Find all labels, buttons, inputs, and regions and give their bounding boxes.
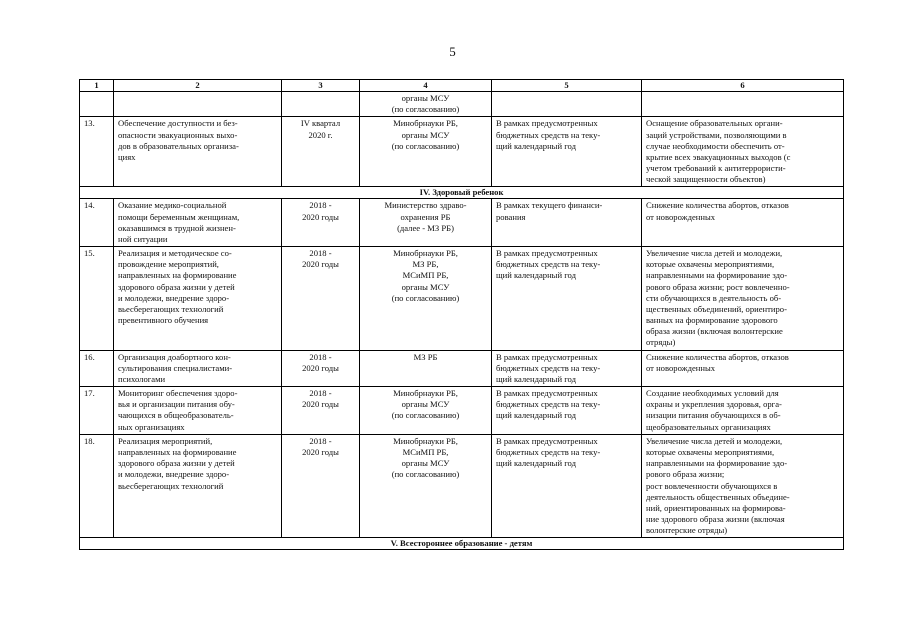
cell-line: (по согласованию)	[391, 104, 460, 115]
cell-executors	[360, 247, 492, 351]
cell-line: рового образа жизни;	[646, 469, 725, 480]
cell-line: опасности эвакуационных выхо-	[118, 129, 238, 140]
cell-result	[642, 387, 844, 435]
cell-funding	[492, 434, 642, 538]
cell-empty	[80, 92, 114, 117]
cell-line: В рамках предусмотренных	[496, 435, 598, 446]
cell-measure	[114, 434, 282, 538]
section-heading: V. Всестороннее образование - детям	[80, 538, 844, 550]
cell-line: 2020 годы	[302, 399, 339, 410]
cell-line: Создание необходимых условий для	[646, 388, 779, 399]
cell-number: 14.	[80, 199, 114, 247]
cell-line: В рамках предусмотренных	[496, 248, 598, 259]
cell-line: 2018 -	[309, 351, 332, 362]
cell-line: рового образа жизни; рост вовлеченно-	[646, 281, 790, 292]
cell-line: щий календарный год	[496, 458, 576, 469]
cell-term	[282, 117, 360, 187]
cell-empty	[492, 92, 642, 117]
cell-line: и молодежи, внедрение здоро-	[118, 469, 230, 480]
cell-line: ний, ориентированных на формирова-	[646, 502, 786, 513]
cell-line: крытие всех эвакуационных выходов (с	[646, 151, 791, 162]
cell-line: сти обучающихся в деятельность об-	[646, 292, 782, 303]
cell-line: Оказание медико-социальной	[118, 200, 227, 211]
cell-line: щеобразовательных организациях	[646, 421, 771, 432]
cell-line: здорового образа жизни у детей	[118, 281, 235, 292]
cell-measure	[114, 247, 282, 351]
cell-line: 2018 -	[309, 388, 332, 399]
cell-result	[642, 247, 844, 351]
cell-line: органы МСУ	[401, 399, 450, 410]
measures-table	[79, 79, 844, 550]
cell-line: образа жизни (включая волонтерские	[646, 326, 783, 337]
cell-funding	[492, 350, 642, 387]
cell-line: Снижение количества абортов, отказов	[646, 200, 789, 211]
cell-line: Мониторинг обеспечения здоро-	[118, 388, 238, 399]
cell-line: бюджетных средств на теку-	[496, 399, 601, 410]
cell-line: МЗ РБ,	[412, 259, 439, 270]
cell-line: волонтерские отряды)	[646, 525, 728, 536]
cell-result	[642, 434, 844, 538]
cell-measure	[114, 387, 282, 435]
table-row	[80, 247, 844, 351]
cell-line: Оснащение образовательных органи-	[646, 118, 783, 129]
cell-line: отряды)	[646, 337, 676, 348]
cell-line: МЗ РБ	[413, 351, 438, 362]
cell-result	[642, 350, 844, 387]
cell-line: которые охвачены мероприятиями,	[646, 259, 775, 270]
cell-line: психологами	[118, 373, 166, 384]
cell-executors	[360, 350, 492, 387]
continuation-row	[80, 92, 844, 117]
header-col-2: 2	[114, 80, 282, 92]
cell-line: охраны и укрепления здоровья, орга-	[646, 399, 782, 410]
cell-line: случае необходимости обеспечить от-	[646, 140, 785, 151]
cell-line: Организация доабортного кон-	[118, 351, 231, 362]
cell-line: чающихся в общеобразователь-	[118, 410, 234, 421]
cell-line: Увеличение числа детей и молодежи,	[646, 248, 783, 259]
cell-line: Увеличение числа детей и молодежи,	[646, 435, 783, 446]
cell-measure	[114, 199, 282, 247]
cell-line: 2018 -	[309, 435, 332, 446]
cell-line: бюджетных средств на теку-	[496, 129, 601, 140]
cell-line: Минобрнауки РБ,	[393, 388, 458, 399]
cell-term	[282, 350, 360, 387]
cell-line: направленными на формирование здо-	[646, 270, 788, 281]
cell-number: 17.	[80, 387, 114, 435]
cell-line: деятельность общественных объедине-	[646, 491, 790, 502]
cell-line: (по согласованию)	[391, 469, 460, 480]
cell-line: вьесберегающих технологий	[118, 480, 224, 491]
cell-term	[282, 199, 360, 247]
header-col-5: 5	[492, 80, 642, 92]
cell-line: низации питания обучающихся в об-	[646, 410, 781, 421]
section-heading-row	[80, 187, 844, 199]
cell-line: ной ситуации	[118, 233, 168, 244]
cell-line: сультирования специалистами-	[118, 362, 233, 373]
cell-line: 2020 г.	[308, 129, 333, 140]
cell-line: Реализация мероприятий,	[118, 435, 213, 446]
cell-line: Минобрнауки РБ,	[393, 248, 458, 259]
cell-line: Минобрнауки РБ,	[393, 118, 458, 129]
cell-line: В рамках предусмотренных	[496, 118, 598, 129]
table-row	[80, 434, 844, 538]
cell-line: вьесберегающих технологий	[118, 303, 224, 314]
header-col-6: 6	[642, 80, 844, 92]
header-col-1: 1	[80, 80, 114, 92]
cell-line: рост вовлеченности обучающихся в	[646, 480, 778, 491]
cell-line: направленных на формирование	[118, 446, 237, 457]
cell-executors	[360, 434, 492, 538]
table-row	[80, 117, 844, 187]
cell-line: Реализация и методическое со-	[118, 248, 232, 259]
cell-line: направленных на формирование	[118, 270, 237, 281]
cell-line: здорового образа жизни у детей	[118, 458, 235, 469]
cell-line: (по согласованию)	[391, 410, 460, 421]
cell-line: Министерство здраво-	[384, 200, 467, 211]
cell-line: 2018 -	[309, 200, 332, 211]
table-row	[80, 350, 844, 387]
cell-line: 2020 годы	[302, 211, 339, 222]
cell-number: 16.	[80, 350, 114, 387]
cell-line: оказавшимся в трудной жизнен-	[118, 222, 236, 233]
cell-result	[642, 199, 844, 247]
cell-number: 15.	[80, 247, 114, 351]
cell-measure	[114, 350, 282, 387]
header-row	[80, 80, 844, 92]
section-heading: IV. Здоровый ребенок	[80, 187, 844, 199]
header-col-4: 4	[360, 80, 492, 92]
header-col-3: 3	[282, 80, 360, 92]
cell-term	[282, 387, 360, 435]
cell-line: щий календарный год	[496, 410, 576, 421]
cell-executors	[360, 117, 492, 187]
cell-line: 2018 -	[309, 248, 332, 259]
cell-line: помощи беременным женщинам,	[118, 211, 240, 222]
cell-line: бюджетных средств на теку-	[496, 362, 601, 373]
cell-line: В рамках предусмотренных	[496, 388, 598, 399]
cell-measure	[114, 117, 282, 187]
cell-line: ние здорового образа жизни (включая	[646, 514, 785, 525]
cell-line: которые охвачены мероприятиями,	[646, 446, 775, 457]
cell-line: бюджетных средств на теку-	[496, 259, 601, 270]
cell-funding	[492, 199, 642, 247]
table-row	[80, 199, 844, 247]
cell-line: щественных объединений, ориентиро-	[646, 303, 787, 314]
cell-line: ных организациях	[118, 421, 185, 432]
cell-line: щий календарный год	[496, 270, 576, 281]
page-number: 5	[449, 44, 456, 59]
cell-funding	[492, 247, 642, 351]
cell-line: IV квартал	[300, 118, 341, 129]
cell-number: 18.	[80, 434, 114, 538]
cell-line: 2020 годы	[302, 259, 339, 270]
cell-line: В рамках предусмотренных	[496, 351, 598, 362]
cell-line: 2020 годы	[302, 446, 339, 457]
cell-line: провождение мероприятий,	[118, 259, 219, 270]
cell-funding	[492, 117, 642, 187]
cell-empty	[114, 92, 282, 117]
cell-line: МСиМП РБ,	[402, 270, 449, 281]
cell-line: щий календарный год	[496, 373, 576, 384]
cell-line: дов в образовательных организа-	[118, 140, 239, 151]
cell-line: 2020 годы	[302, 362, 339, 373]
cell-line: органы МСУ	[401, 458, 450, 469]
cell-line: ванных на формирование здорового	[646, 315, 778, 326]
cell-line: превентивного обучения	[118, 315, 209, 326]
cell-line: (по согласованию)	[391, 292, 460, 303]
table-row	[80, 387, 844, 435]
cell-line: рования	[496, 211, 526, 222]
cell-line: заций устройствами, позволяющими в	[646, 129, 787, 140]
cell-line: охранения РБ	[400, 211, 451, 222]
cell-line: от новорожденных	[646, 362, 716, 373]
cell-line: (далее - МЗ РБ)	[397, 222, 454, 233]
cell-empty	[282, 92, 360, 117]
cell-line: В рамках текущего финанси-	[496, 200, 603, 211]
cell-term	[282, 247, 360, 351]
cell-line: щий календарный год	[496, 140, 576, 151]
cell-line: учетом требований к антитеррористи-	[646, 163, 786, 174]
cell-line: Снижение количества абортов, отказов	[646, 351, 789, 362]
cell-line: и молодежи, внедрение здоро-	[118, 292, 230, 303]
cell-line: (по согласованию)	[391, 140, 460, 151]
cell-line: ческой защищенности объектов)	[646, 174, 766, 185]
cell-term	[282, 434, 360, 538]
cell-line: органы МСУ	[401, 93, 450, 103]
cell-line: направленными на формирование здо-	[646, 458, 788, 469]
cell-executors	[360, 199, 492, 247]
cell-line: МСиМП РБ,	[402, 446, 449, 457]
cell-funding	[492, 387, 642, 435]
cell-line: бюджетных средств на теку-	[496, 446, 601, 457]
cell-line: Минобрнауки РБ,	[393, 435, 458, 446]
cell-line: органы МСУ	[401, 129, 450, 140]
cell-result	[642, 117, 844, 187]
section-heading-row	[80, 538, 844, 550]
cell-executors	[360, 387, 492, 435]
cell-line: органы МСУ	[401, 281, 450, 292]
cell-line: Обеспечение доступности и без-	[118, 118, 238, 129]
cell-line: от новорожденных	[646, 211, 716, 222]
cell-empty	[642, 92, 844, 117]
cell-number: 13.	[80, 117, 114, 187]
cell-line: вья и организации питания обу-	[118, 399, 235, 410]
cell-line: циях	[118, 151, 136, 162]
cell-executors	[360, 92, 492, 117]
